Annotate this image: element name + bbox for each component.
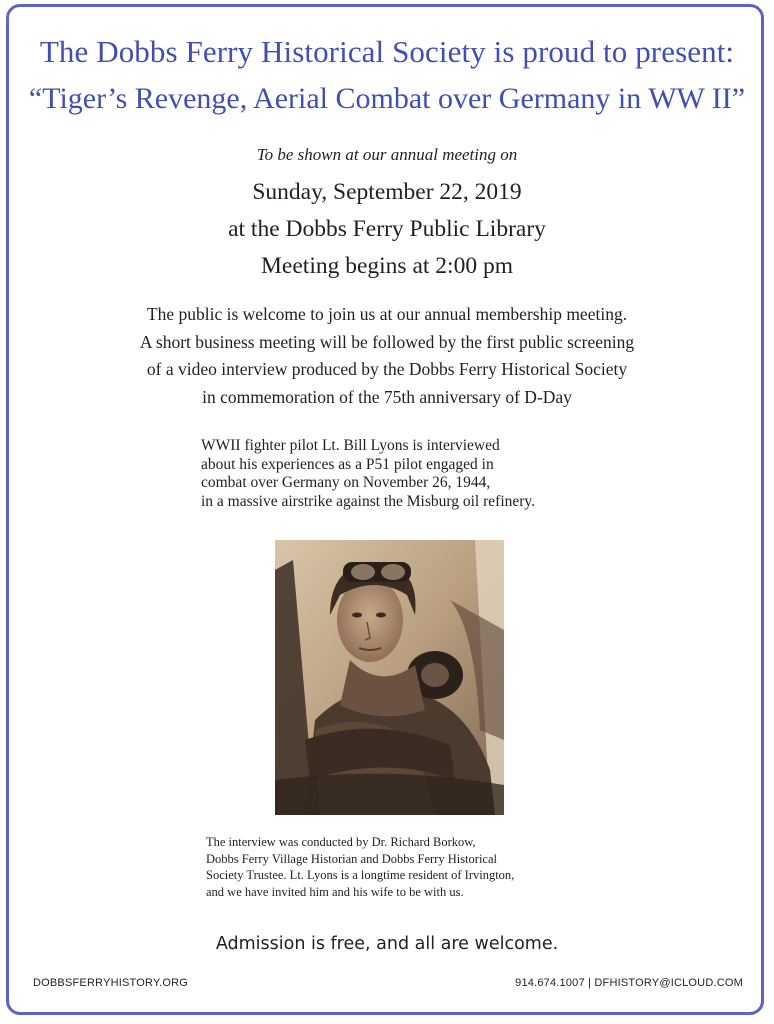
credit-line: Dobbs Ferry Village Historian and Dobbs Ferry Historical — [206, 851, 497, 866]
event-date: Sunday, September 22, 2019 — [252, 179, 522, 205]
credit-line: Society Trustee. Lt. Lyons is a longtime resident of Irvington, — [206, 868, 515, 883]
event-time: Meeting begins at 2:00 pm — [261, 253, 513, 279]
pilot-line: in a massive airstrike against the Misburg oil refinery. — [201, 492, 536, 510]
pilot-description — [201, 437, 621, 511]
title-line-1: The Dobbs Ferry Historical Society is proud to present: — [39, 34, 735, 69]
event-location: at the Dobbs Ferry Public Library — [228, 216, 546, 242]
description — [0, 301, 774, 411]
contact-info: 914.674.1007 | DFHISTORY@ICLOUD.COM — [515, 977, 743, 989]
event-intro: To be shown at our annual meeting on — [256, 145, 518, 164]
website-link[interactable]: DOBBSFERRYHISTORY.ORG — [33, 977, 188, 989]
pilot-line: about his experiences as a P51 pilot engaged in — [201, 455, 494, 473]
admission-note: Admission is free, and all are welcome. — [215, 934, 559, 954]
credit-line: and we have invited him and his wife to be with us. — [206, 884, 464, 899]
description-line: A short business meeting will be followed by the first public screening — [139, 331, 635, 352]
event-details — [0, 174, 774, 285]
description-line: of a video interview produced by the Dobbs Ferry Historical Society — [146, 359, 628, 379]
interview-credit — [206, 834, 596, 900]
title-line-2: “Tiger’s Revenge, Aerial Combat over Germany in WW II” — [28, 82, 746, 115]
description-line: in commemoration of the 75th anniversary of D-Day — [202, 386, 572, 407]
pilot-line: WWII fighter pilot Lt. Bill Lyons is interviewed — [201, 437, 500, 454]
credit-line: The interview was conducted by Dr. Richard Borkow, — [206, 835, 476, 849]
pilot-photo — [275, 540, 504, 815]
pilot-line: combat over Germany on November 26, 1944, — [201, 474, 491, 491]
description-line: The public is welcome to join us at our annual membership meeting. — [146, 304, 628, 324]
